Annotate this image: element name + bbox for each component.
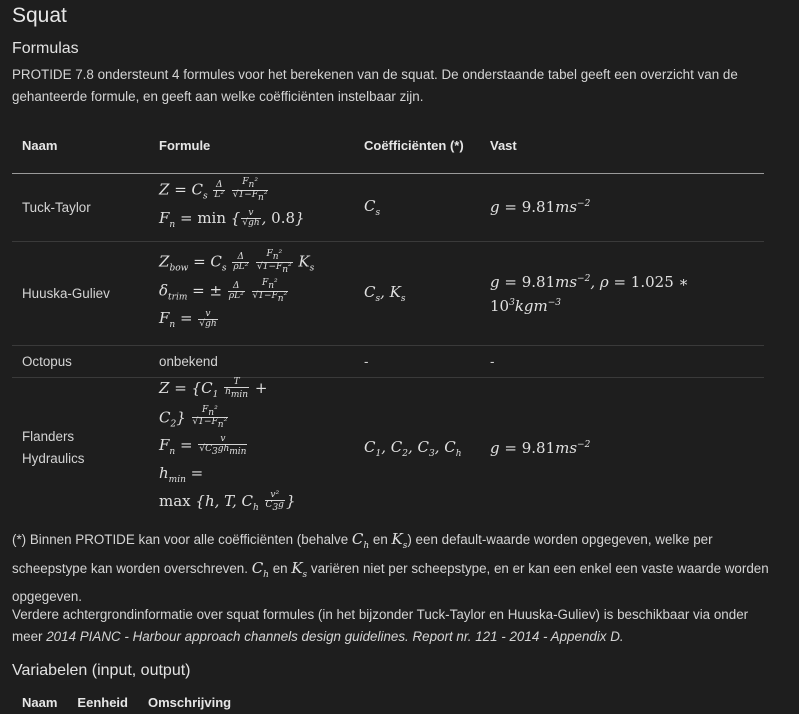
- formula-octopus: onbekend: [149, 345, 354, 377]
- background-paragraph: Verdere achtergrondinformatie over squat formules (in het bijzonder Tuck-Taylor en Huuska-Guliev) is beschikbaar via onder meer 2014 PIANC - Harbour approach channels design guidelines. Report nr. 121 - 2014 - Appendix D.: [12, 607, 749, 644]
- constants-huuska-guliev: $g = 9.81ms^{-2}$, ρ = 1.025 ∗ $10^3kgm^{-3}$: [480, 241, 764, 345]
- row-name: Octopus: [12, 345, 149, 377]
- table-row-flanders-hydraulics: [12, 377, 764, 519]
- reference-citation: 2014 PIANC - Harbour approach channels design guidelines. Report nr. 121 - 2014 - Appendix D.: [46, 629, 624, 644]
- formula-table: [12, 119, 764, 519]
- formula-huuska-guliev: $Z_{bow} = C_s$ $\frac{\Delta}{\text{ρL²}}$ $\frac{F_n^2}{√1-F_n^2}$ $K_s$ $\delta_{trim}$ = ± $\frac{\Delta}{\text{ρL²}}$ $\frac{F_n^2}{√1-F_n^2}$ $F_n$ = $\frac{v}{√gh}$: [149, 241, 354, 345]
- formulas-heading: Formulas: [12, 40, 79, 57]
- coefficients-octopus: -: [354, 345, 480, 377]
- constants-tuck-taylor: $g = 9.81ms^{-2}$: [480, 173, 764, 241]
- variables-header-omschrijving: Omschrijving: [148, 695, 232, 710]
- variables-header-eenheid: Eenheid: [77, 695, 128, 710]
- table-row-tuck-taylor: [12, 173, 764, 241]
- header-coefficienten: Coëfficiënten (*): [364, 137, 464, 153]
- variables-header-naam: Naam: [22, 695, 58, 710]
- footnote-paragraph: (*) Binnen PROTIDE kan voor alle coëfficiënten (behalve $C_h$ en $K_s$) een default-waarde worden opgegeven, welke per scheepstype kan worden overschreven. $C_h$ en $K_s$ variëren niet per scheepstype, en er kan een enkel een vaste waarde worden opgegeven.: [12, 530, 769, 604]
- coefficients-tuck-taylor: $C_s$: [354, 173, 480, 241]
- table-row-huuska-guliev: [12, 241, 764, 345]
- variables-table: [12, 692, 241, 714]
- coefficients-huuska-guliev: $C_s$, $K_s$: [354, 241, 480, 345]
- header-vast: Vast: [490, 137, 517, 153]
- variables-heading: Variabelen (input, output): [12, 662, 191, 679]
- coefficients-flanders-hydraulics: $C_1$, $C_2$, $C_3$, $C_h$: [364, 437, 462, 459]
- row-name: Huuska-Guliev: [12, 241, 149, 345]
- page-title: Squat: [12, 4, 67, 27]
- table-header-row: [12, 119, 764, 173]
- row-name: Flanders Hydraulics: [22, 429, 85, 467]
- formula-flanders-hydraulics: $Z = \{C_1$ $\frac{T}{h_{min}}$ + $C_2$} $\frac{F_n^2}{√1-F_n^2}$ $F_n$ = $\frac{v}{√C_3gh_{min}}$ $h_{min}$ = max {h, T, $C_h$ $\frac{\text{v²}}{C_3g}$ }: [159, 376, 296, 513]
- row-name: Tuck-Taylor: [12, 173, 149, 241]
- header-formule: Formule: [159, 137, 211, 153]
- table-row-octopus: [12, 345, 764, 377]
- variables-header-row: [12, 692, 241, 714]
- constants-flanders-hydraulics: $g = 9.81ms^{-2}$: [490, 439, 591, 458]
- header-naam: Naam: [22, 137, 58, 153]
- formula-tuck-taylor: $Z = C_s$ $\frac{\Delta}{\text{L²}}$ $\frac{F_n^2}{√1-F_n^2}$ $F_n = \min$ { $\frac{v}{√gh}$ , 0.8}: [149, 173, 354, 241]
- intro-paragraph: PROTIDE 7.8 ondersteunt 4 formules voor het berekenen van de squat. De onderstaande tabel geeft een overzicht van de gehanteerde formule, en geeft aan welke coëfficiënten instelbaar zijn.: [12, 67, 738, 104]
- constants-octopus: -: [480, 345, 764, 377]
